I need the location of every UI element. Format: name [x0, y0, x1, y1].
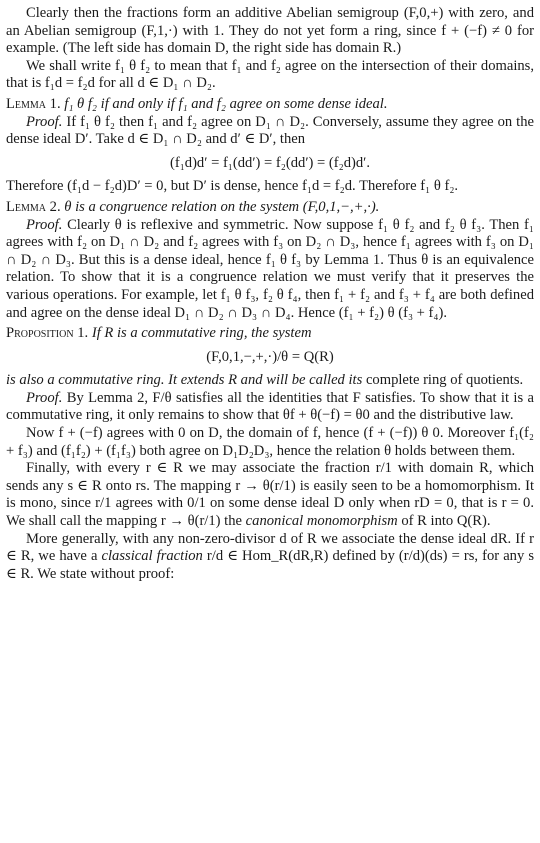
- proof-label: Proof.: [26, 113, 63, 130]
- canonical-mono-text-a: Finally, with every r ∈ R we may associate the fraction r/1 with domain R, which sends any s ∈ R onto rs. The mapping r → θ(r/1) is easily seen to be a homomorphism. It is mono, since r/1 agrees with 0/1 on some dense ideal D only when rD = 0, that is r = 0. We shall call the mapping r → θ(r/1) the: [6, 460, 534, 530]
- proposition-1-statement: [6, 325, 534, 343]
- display-equation-2: (F,0,1,−,+,·)/θ = Q(R): [206, 348, 334, 365]
- lemma-1-proof-text: If f₁ θ f₂ then f₁ and f₂ agree on D₁ ∩ D₂. Conversely, assume they agree on the dense ideal D′. Take d ∈ D₁ ∩ D₂ and d′ ∈ D′, then: [6, 113, 535, 148]
- paragraph-canonical-mono: [6, 460, 534, 530]
- proposition-1-continuation: [6, 372, 534, 390]
- lemma-2-proof-text: Clearly θ is reflexive and symmetric. Now suppose f₁ θ f₂ and f₂ θ f₃. Then f₁ agrees with f₂ on D₁ ∩ D₂ and f₂ agrees with f₃ on D₂ ∩ D₃, hence f₁ agrees with f₃ on D₁ ∩ D₂ ∩ D₃. But this is a dense ideal, hence f₁ θ f₃ by Lemma 1. Thus θ is an equivalence relation. To show that it is a congruence relation we must verify that it preserves the various operations. For example, let f₁ θ f₃, f₂ θ f₄, then f₁ + f₂ and f₃ + f₄ are both defined and agree on the dense ideal D₁ ∩ D₂ ∩ D₃ ∩ D₄. Hence (f₁ + f₂) θ (f₃ + f₄).: [6, 216, 534, 321]
- complete-ring-term: complete ring of quotients.: [365, 372, 524, 389]
- paragraph-therefore: Therefore (f₁d − f₂d)D′ = 0, but D′ is dense, hence f₁d = f₂d. Therefore f₁ θ f₂.: [6, 178, 459, 195]
- canonical-mono-term: canonical monomorphism: [245, 513, 398, 530]
- lemma-1-proof: [6, 114, 534, 149]
- classical-fraction-text-c: r/d ∈ Hom_R(dR,R) defined by (r/d)(ds) = rs, for any s ∈ R. We state without proof:: [6, 548, 534, 582]
- proof-label: Proof.: [26, 216, 63, 233]
- proposition-1-proof: [6, 390, 534, 425]
- lemma-2-label: Lemma 2.: [6, 198, 61, 215]
- classical-fraction-term: classical fraction: [101, 548, 203, 565]
- lemma-1-text: f₁ θ f₂ if and only if f₁ and f₂ agree on some dense ideal.: [64, 95, 388, 112]
- proposition-1-proof-text: By Lemma 2, F/θ satisfies all the identities that F satisfies. To show that it is a commutative ring, it only remains to show that θf + θ(−f) = θ0 and the distributive law.: [6, 389, 534, 424]
- proposition-1-text: If R is a commutative ring, the system: [91, 325, 312, 342]
- paragraph-theta-definition: We shall write f₁ θ f₂ to mean that f₁ and f₂ agree on the intersection of their domains, that is f₁d = f₂d for all d ∈ D₁ ∩ D₂.: [6, 57, 534, 92]
- lemma-1-statement: [6, 96, 534, 114]
- canonical-mono-text-c: of R into Q(R).: [401, 513, 491, 530]
- lemma-2-text: θ is a congruence relation on the system (F,0,1,−,+,·).: [64, 198, 380, 215]
- paragraph-classical-fraction: [6, 531, 534, 584]
- paragraph-distributive: Now f + (−f) agrees with 0 on D, the domain of f, hence (f + (−f)) θ 0. Moreover f₁(f₂ + f₃) and (f₁f₂) + (f₁f₃) both agree on D₁D₂D₃, hence the relation θ holds between them.: [6, 425, 534, 459]
- lemma-1-label: Lemma 1.: [6, 95, 61, 112]
- proposition-1-cont-italic: is also a commutative ring. It extends R and will be called its: [6, 372, 363, 389]
- lemma-2-statement: [6, 199, 534, 217]
- lemma-2-proof: [6, 217, 534, 323]
- classical-fraction-text-a: More generally, with any non-zero-divisor d of R we associate the dense ideal dR. If r ∈ R, we have a: [6, 530, 534, 565]
- proposition-1-label: Proposition 1.: [6, 325, 89, 342]
- proof-label: Proof.: [26, 389, 63, 406]
- paragraph-semigroups: Clearly then the fractions form an additive Abelian semigroup (F,0,+) with zero, and an Abelian semigroup (F,1,·) with 1. They do not yet form a ring, since f + (−f) ≠ 0 for example. (The left side has domain D, the right side has domain R.): [6, 5, 534, 57]
- display-equation-1: (f₁d)d′ = f₁(dd′) = f₂(dd′) = (f₂d)d′.: [169, 154, 371, 171]
